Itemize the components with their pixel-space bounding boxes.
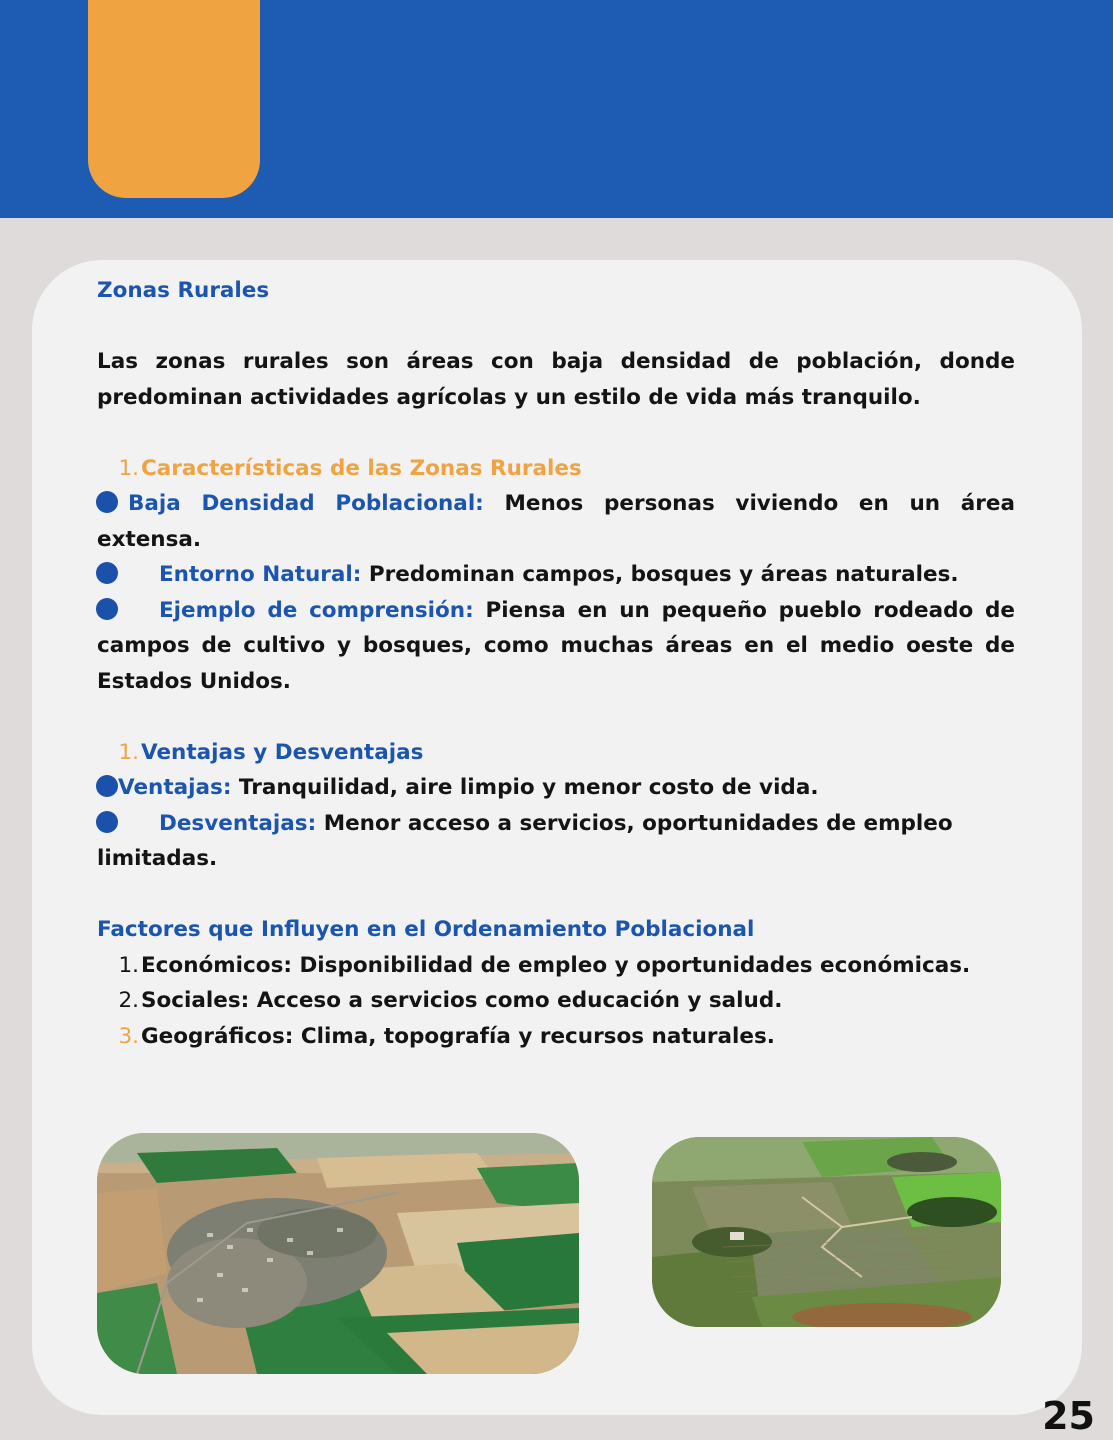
- list-item: Ejemplo de comprensión: Piensa en un pequeño pueblo rodeado de campos de cultivo y bosques, como muchas áreas en el medio oeste de Estados Unidos.: [97, 597, 1015, 694]
- section1-title: Características de las Zonas Rurales: [141, 455, 582, 481]
- section1-number: 1.: [118, 455, 139, 481]
- bullet-icon: [96, 775, 118, 797]
- factor-item: 3. Geográficos: Clima, topografía y recursos naturales.: [118, 1023, 775, 1049]
- section2-title: Ventajas y Desventajas: [141, 739, 424, 765]
- factors-title: Factores que Influyen en el Ordenamiento Poblacional: [97, 917, 755, 942]
- factor-item: 1. Económicos: Disponibilidad de empleo y oportunidades económicas.: [118, 952, 971, 978]
- bullet-icon: [96, 491, 118, 513]
- section-heading: Zonas Rurales: [97, 278, 270, 303]
- page-number: 25: [1042, 1394, 1095, 1438]
- section2-heading: [97, 735, 1015, 771]
- section2-number: 1.: [118, 739, 139, 765]
- bullet-icon: [96, 598, 118, 620]
- list-item: Desventajas: Menor acceso a servicios, oportunidades de empleo limitadas.: [97, 810, 953, 871]
- list-item: Entorno Natural: Predominan campos, bosques y áreas naturales.: [97, 557, 1015, 593]
- factor-item: 2. Sociales: Acceso a servicios como educación y salud.: [118, 988, 783, 1013]
- aerial-photo-village: [97, 1133, 579, 1374]
- aerial-photo-farmland: [652, 1137, 1001, 1327]
- bullet-icon: [96, 811, 118, 833]
- section1-heading: [97, 451, 1015, 487]
- list-item: Baja Densidad Poblacional: Menos personas viviendo en un área extensa.: [97, 491, 1015, 552]
- bullet-icon: [96, 562, 118, 584]
- orange-tab: [88, 0, 260, 198]
- content: [97, 272, 1015, 1054]
- intro-paragraph: Las zonas rurales son áreas con baja densidad de población, donde predominan actividades agrícolas y un estilo de vida más tranquilo.: [97, 349, 1015, 410]
- list-item: Ventajas: Tranquilidad, aire limpio y menor costo de vida.: [97, 770, 1015, 806]
